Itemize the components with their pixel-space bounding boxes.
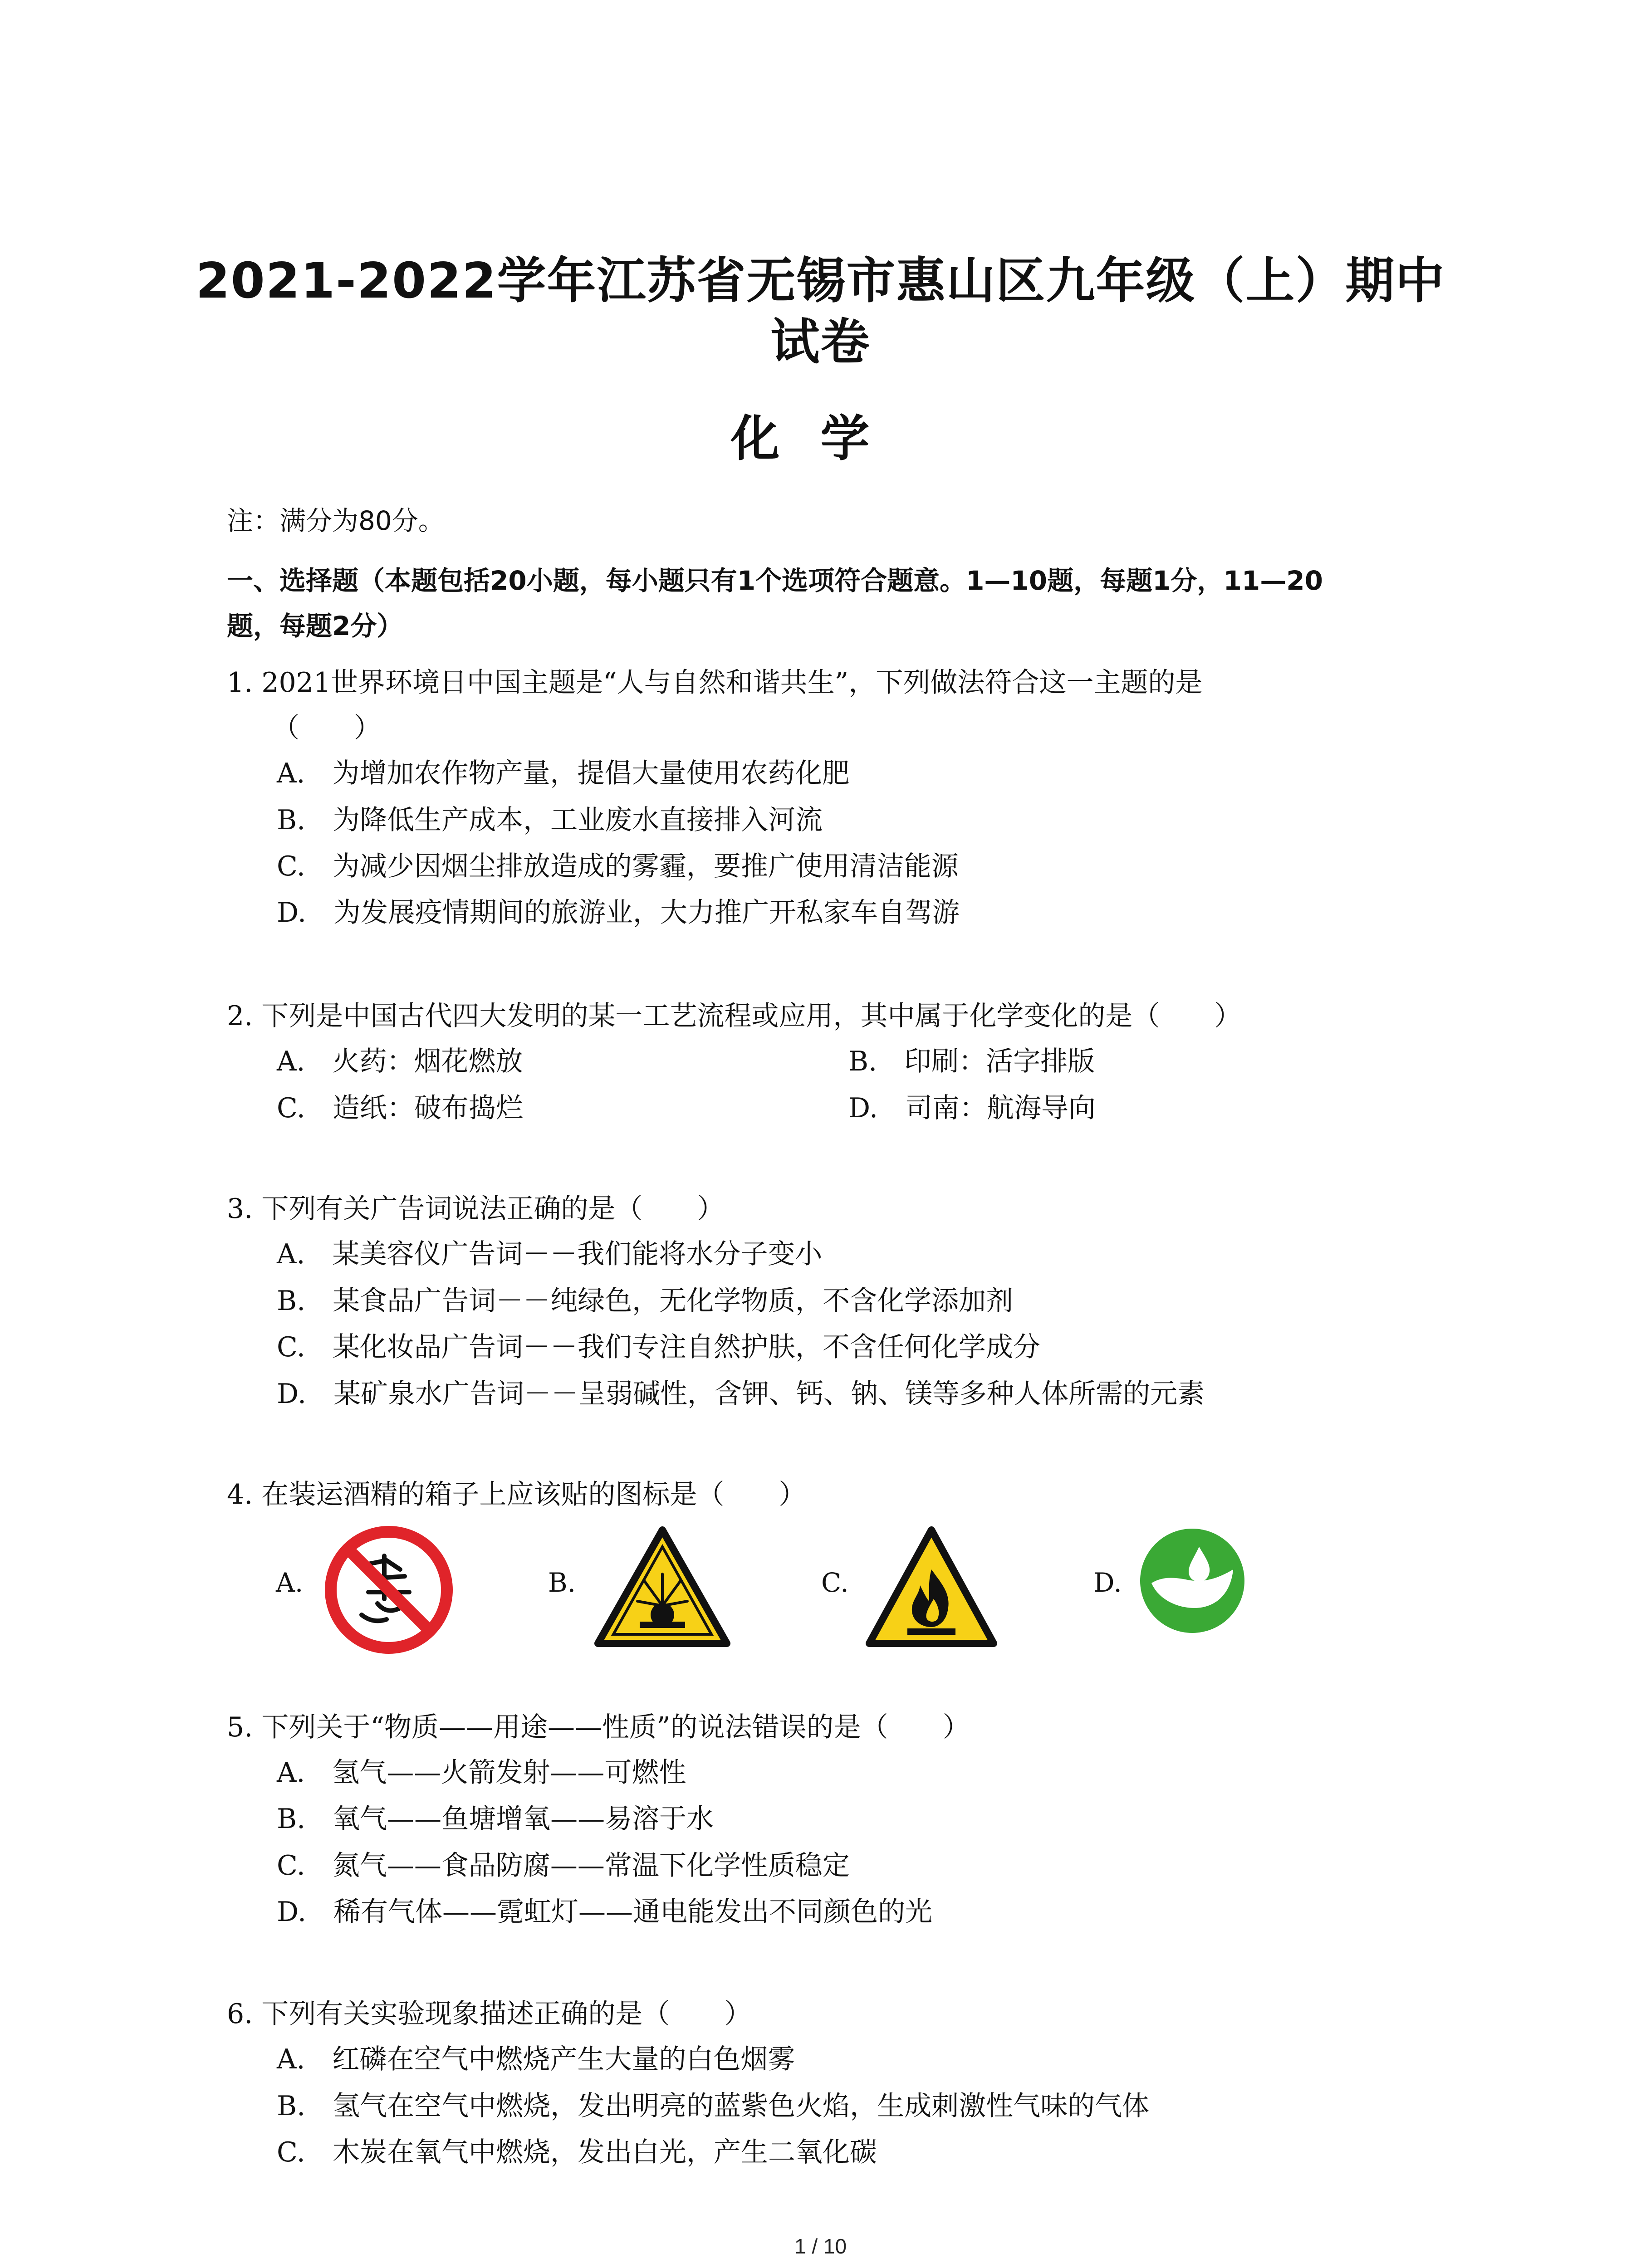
question-3-option-a: A. 某美容仪广告词－－我们能将水分子变小 (277, 1238, 823, 1270)
exam-title-line2: 试卷 (770, 314, 871, 371)
question-2-option-c: C. 造纸：破布捣烂 (277, 1092, 523, 1124)
question-4-stem: 4. 在装运酒精的箱子上应该贴的图标是（ ） (227, 1479, 806, 1510)
exam-title-line1: 2021-2022学年江苏省无锡市惠山区九年级（上）期中 (196, 253, 1445, 309)
question-5-option-d: D. 稀有气体——霓虹灯——通电能发出不同颜色的光 (277, 1896, 933, 1928)
question-1-stem: 1. 2021世界环境日中国主题是“人与自然和谐共生”，下列做法符合这一主题的是 (227, 667, 1203, 699)
question-1-stem-bracket: （ ） (272, 712, 381, 744)
water-saving-icon (1138, 1526, 1247, 1635)
section-heading-line2: 题，每题2分） (227, 611, 403, 641)
score-note: 注：满分为80分。 (227, 505, 445, 536)
question-1-option-d: D. 为发展疫情期间的旅游业，大力推广开私家车自驾游 (277, 897, 960, 929)
question-4-label-c: C. (821, 1567, 849, 1598)
question-1-option-a: A. 为增加农作物产量，提倡大量使用农药化肥 (277, 758, 850, 789)
question-5-option-a: A. 氢气——火箭发射——可燃性 (277, 1757, 686, 1789)
question-6-option-c: C. 木炭在氧气中燃烧，发出白光，产生二氧化碳 (277, 2136, 877, 2168)
subject-title: 化学 (730, 411, 911, 467)
question-3-option-b: B. 某食品广告词－－纯绿色，无化学物质，不含化学添加剂 (277, 1285, 1014, 1317)
question-3-stem: 3. 下列有关广告词说法正确的是（ ） (227, 1193, 725, 1225)
question-2-stem: 2. 下列是中国古代四大发明的某一工艺流程或应用，其中属于化学变化的是（ ） (227, 1000, 1242, 1032)
question-4-label-a: A. (276, 1567, 304, 1598)
question-2-option-b: B. 印刷：活字排版 (848, 1046, 1095, 1077)
section-heading-line1: 一、选择题（本题包括20小题，每小题只有1个选项符合题意。1—10题，每题1分，11—20 (227, 565, 1323, 596)
question-6-stem: 6. 下列有关实验现象描述正确的是（ ） (227, 1998, 752, 2030)
page-number: 1 / 10 (794, 2234, 847, 2258)
flammable-warning-icon (866, 1526, 997, 1649)
question-6-option-b: B. 氢气在空气中燃烧，发出明亮的蓝紫色火焰，生成刺激性气味的气体 (277, 2090, 1150, 2122)
question-1-option-c: C. 为减少因烟尘排放造成的雾霾，要推广使用清洁能源 (277, 850, 959, 882)
question-4-label-d: D. (1093, 1567, 1122, 1598)
question-2-option-a: A. 火药：烟花燃放 (277, 1046, 523, 1077)
question-6-option-a: A. 红磷在空气中燃烧产生大量的白色烟雾 (277, 2043, 795, 2075)
question-1-option-b: B. 为降低生产成本，工业废水直接排入河流 (277, 804, 823, 836)
question-5-stem: 5. 下列关于“物质——用途——性质”的说法错误的是（ ） (227, 1711, 970, 1743)
question-4-label-b: B. (548, 1567, 576, 1598)
explosive-warning-icon (594, 1526, 730, 1649)
question-3-option-c: C. 某化妆品广告词－－我们专注自然护肤，不含任何化学成分 (277, 1331, 1040, 1363)
question-5-option-c: C. 氮气——食品防腐——常温下化学性质稳定 (277, 1850, 850, 1882)
no-smoking-sign-icon (323, 1524, 455, 1656)
question-3-option-d: D. 某矿泉水广告词－－呈弱碱性，含钾、钙、钠、镁等多种人体所需的元素 (277, 1378, 1205, 1410)
question-2-option-d: D. 司南：航海导向 (848, 1092, 1096, 1124)
question-5-option-b: B. 氧气——鱼塘增氧——易溶于水 (277, 1803, 714, 1835)
